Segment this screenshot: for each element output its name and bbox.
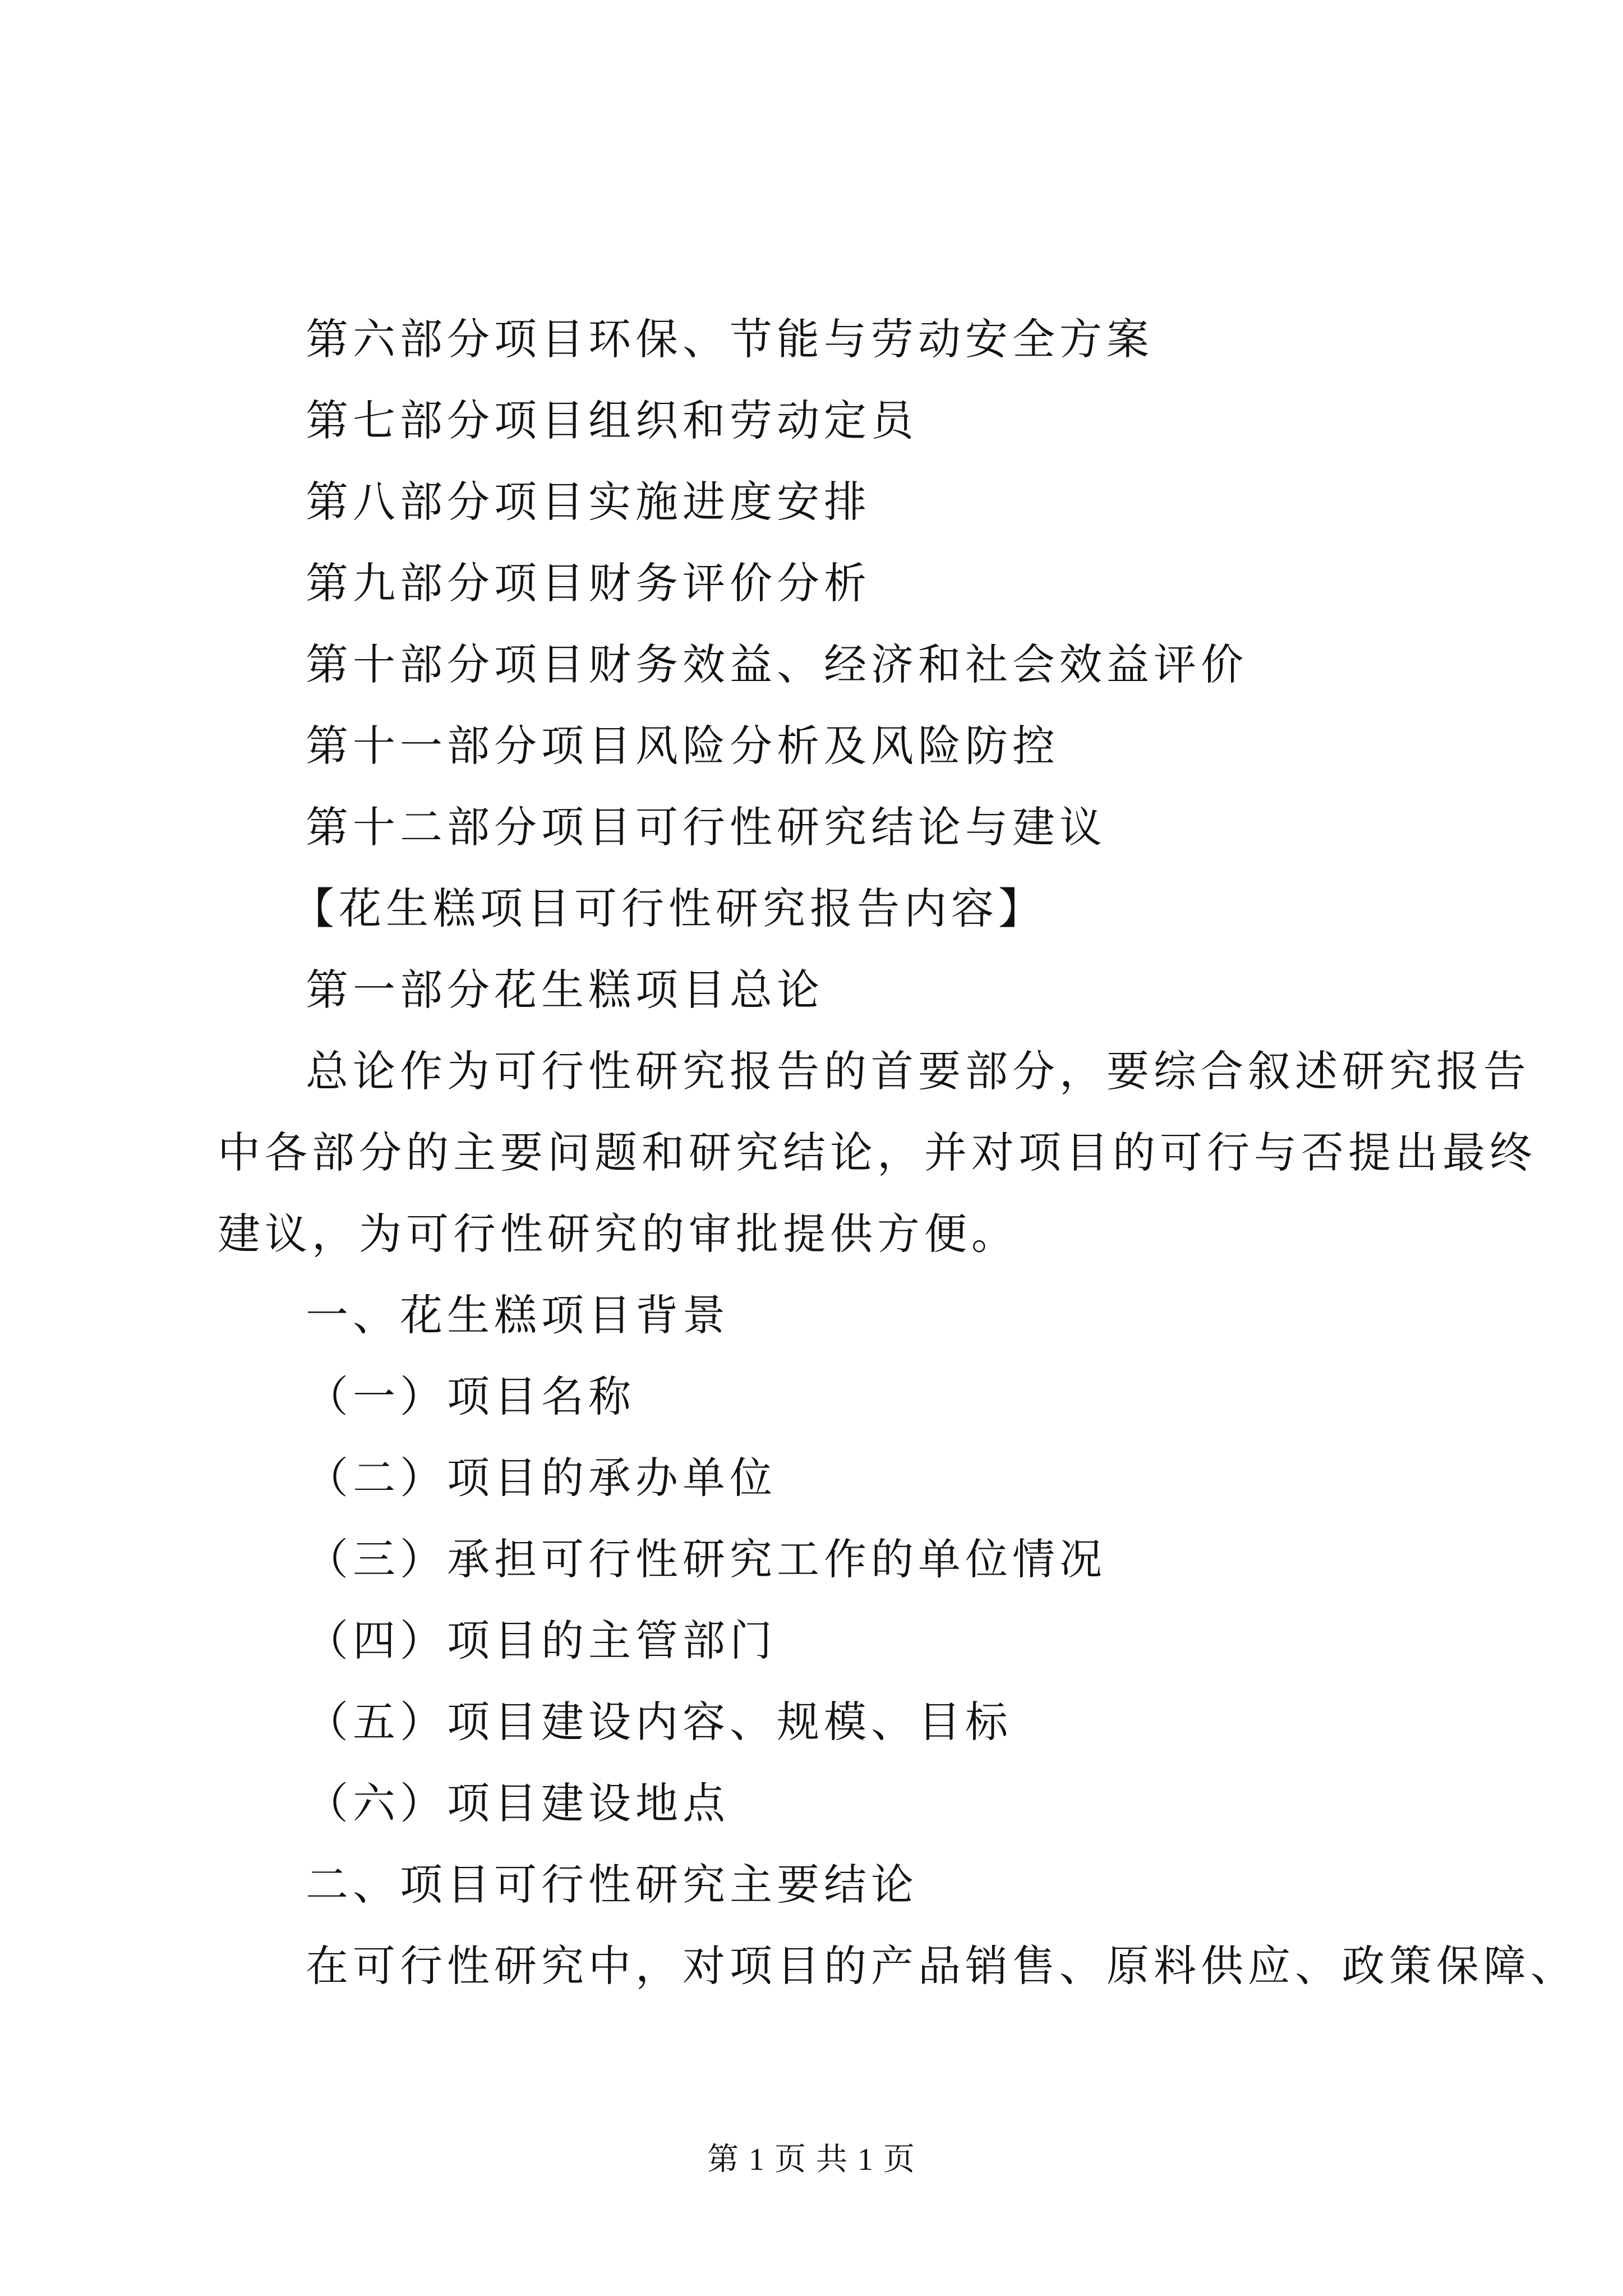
subheading-background: 一、花生糕项目背景 xyxy=(306,1290,730,1340)
body-paragraph-line: 建议，为可行性研究的审批提供方便。 xyxy=(218,1209,1018,1259)
part1-heading: 第一部分花生糕项目总论 xyxy=(306,965,824,1015)
body-paragraph-line: 在可行性研究中，对项目的产品销售、原料供应、政策保障、 xyxy=(306,1941,1578,1991)
toc-line-part9: 第九部分项目财务评价分析 xyxy=(306,558,871,608)
toc-line-part12: 第十二部分项目可行性研究结论与建议 xyxy=(306,802,1106,852)
body-paragraph-line: 中各部分的主要问题和研究结论，并对项目的可行与否提出最终 xyxy=(218,1128,1537,1177)
toc-line-part8: 第八部分项目实施进度安排 xyxy=(306,477,871,527)
list-item: （一）项目名称 xyxy=(306,1372,635,1421)
toc-line-part6: 第六部分项目环保、节能与劳动安全方案 xyxy=(306,314,1154,364)
subheading-conclusions: 二、项目可行性研究主要结论 xyxy=(306,1860,918,1910)
toc-line-part7: 第七部分项目组织和劳动定员 xyxy=(306,395,918,445)
list-item: （二）项目的承办单位 xyxy=(306,1453,777,1503)
list-item: （四）项目的主管部门 xyxy=(306,1616,777,1665)
body-paragraph-line: 总论作为可行性研究报告的首要部分，要综合叙述研究报告 xyxy=(306,1046,1530,1096)
list-item: （五）项目建设内容、规模、目标 xyxy=(306,1697,1012,1747)
list-item: （三）承担可行性研究工作的单位情况 xyxy=(306,1534,1106,1584)
toc-line-part11: 第十一部分项目风险分析及风险防控 xyxy=(306,721,1059,771)
list-item: （六）项目建设地点 xyxy=(306,1778,730,1828)
page-footer: 第 1 页 共 1 页 xyxy=(707,2142,916,2177)
section-heading: 【花生糕项目可行性研究报告内容】 xyxy=(292,884,1045,933)
toc-line-part10: 第十部分项目财务效益、经济和社会效益评价 xyxy=(306,639,1248,689)
